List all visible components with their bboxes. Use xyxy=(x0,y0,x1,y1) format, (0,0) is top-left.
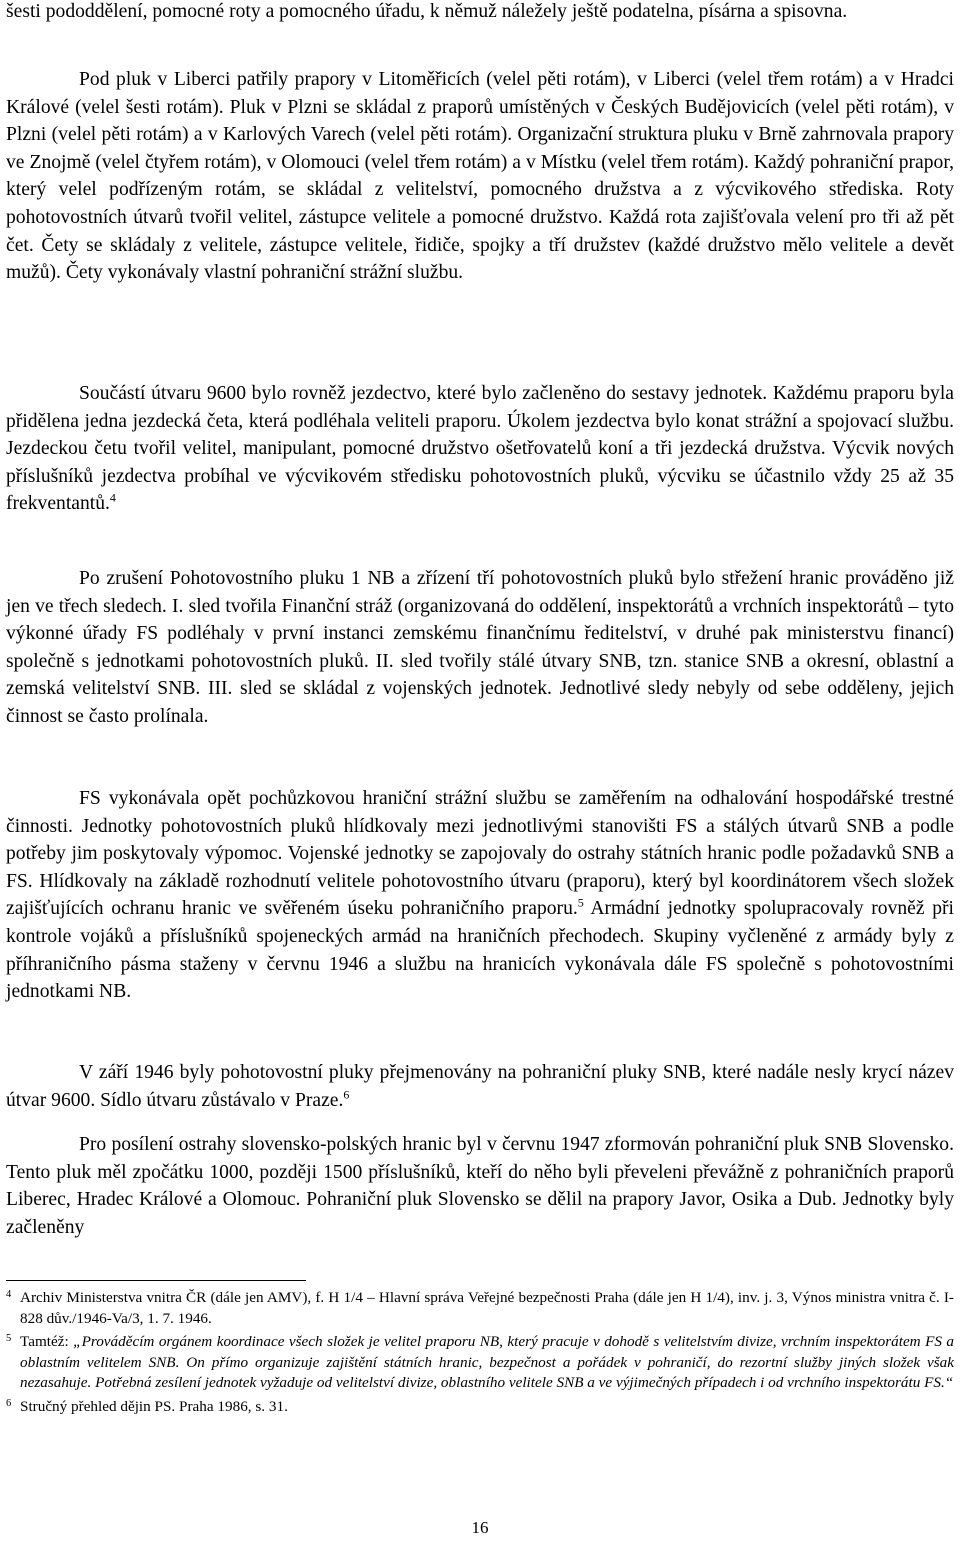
footnote-6-text: Stručný přehled dějin PS. Praha 1986, s. 31. xyxy=(20,1397,288,1415)
footnote-5 xyxy=(6,1332,954,1394)
paragraph-5-text-b: Armádní jednotky spolupracovaly rovněž při kontrole vojáků a příslušníků spojeneckých armád na hraničních přechodech. Skupiny vyčleněné z armády byly z příhraničního pásma staženy v červnu 1946 a službu na hranicích vykonávala dále FS společně s pohotovostními jednotkami NB. xyxy=(6,898,954,1003)
footnote-6 xyxy=(6,1397,954,1418)
paragraph-5 xyxy=(6,785,954,1006)
paragraph-4: Po zrušení Pohotovostního pluku 1 NB a zřízení tří pohotovostních pluků bylo střežení hranic prováděno již jen ve třech sledech. I. sled tvořila Finanční stráž (organizovaná do oddělení, inspektorátů a vrchních inspektorátů – tyto výkonné úřady FS podléhaly v první instanci zemskému finančnímu ředitelství, v druhé pak ministerstvu financí) společně s jednotkami pohotovostních pluků. II. sled tvořily stálé útvary SNB, tzn. stanice SNB a okresní, oblastní a zemská velitelství SNB. III. sled se skládal z vojenských jednotek. Jednotlivé sledy nebyly od sebe odděleny, jejich činnost se často prolínala. xyxy=(6,568,954,727)
paragraph-3-text: Součástí útvaru 9600 bylo rovněž jezdectvo, které bylo začleněno do sestavy jednotek. Každému praporu byla přidělena jedna jezdecká četa, která podléhala veliteli praporu. Úkolem jezdectva bylo konat strážní a spojovací službu. Jezdeckou četu tvořil velitel, manipulant, pomocné družstvo ošetřovatelů koní a tři jezdecká družstva. Výcvik nových příslušníků jezdectva probíhal ve výcvikovém středisku pohotovostních pluků, výcviku se účastnilo vždy 25 až 35 frekventantů. xyxy=(6,383,954,515)
footnotes-section xyxy=(6,1288,954,1420)
paragraph-6 xyxy=(6,1059,954,1114)
footnote-4-number: 4 xyxy=(6,1289,12,1300)
paragraph-5-text-a: FS vykonávala opět pochůzkovou hraniční strážní službu se zaměřením na odhalování hospodářské trestné činnosti. Jednotky pohotovostních pluků hlídkovaly mezi jednotlivými stanovišti FS a stálých útvarů SNB a podle potřeby jim poskytovaly výpomoc. Vojenské jednotky se zapojovaly do ostrahy státních hranic podle požadavků SNB a FS. Hlídkovaly na základě rozhodnutí velitele pohotovostního útvaru (praporu), který byl koordinátorem všech složek zajišťujících ochranu hranic ve svěřeném úseku pohraničního praporu. xyxy=(6,788,954,920)
paragraph-1: šesti pododdělení, pomocné roty a pomocného úřadu, k němuž náležely ještě podatelna, písárna a spisovna. xyxy=(6,1,848,22)
footnote-5-lead: Tamtéž: xyxy=(20,1333,74,1350)
footnote-divider xyxy=(6,1280,306,1281)
paragraph-2: Pod pluk v Liberci patřily prapory v Litoměřicích (velel pěti rotám), v Liberci (velel třem rotám) a v Hradci Králové (velel šesti rotám). Pluk v Plzni se skládal z praporů umístěných v Českých Budějovicích (velel pěti rotám), v Plzni (velel pěti rotám) a v Karlových Varech (velel pěti rotám). Organizační struktura pluku v Brně zahrnovala prapory ve Znojmě (velel čtyřem rotám), v Olomouci (velel třem rotám) a v Místku (velel třem rotám). Každý pohraniční prapor, který velel podřízeným rotám, se skládal z velitelství, pomocného družstva a z výcvikového střediska. Roty pohotovostních útvarů tvořil velitel, zástupce velitele a pomocné družstvo. Každá rota zajišťovala velení pro tři až pět čet. Čety se skládaly z velitele, zástupce velitele, řidiče, spojky a tří družstev (každé družstvo mělo velitele a devět mužů). Čety vykonávaly vlastní pohraniční strážní službu. xyxy=(6,69,954,284)
page-number: 16 xyxy=(471,1518,489,1537)
footnote-5-number: 5 xyxy=(6,1333,12,1344)
footnote-ref-4[interactable]: 4 xyxy=(109,490,116,505)
footnote-6-number: 6 xyxy=(6,1397,12,1409)
paragraph-6-text: V září 1946 byly pohotovostní pluky přejmenovány na pohraniční pluky SNB, které nadále nesly krycí název útvar 9600. Sídlo útvaru zůstávalo v Praze. xyxy=(6,1062,954,1111)
footnote-4 xyxy=(6,1288,954,1329)
paragraph-3 xyxy=(6,380,954,518)
footnote-ref-5[interactable]: 5 xyxy=(577,895,584,910)
paragraph-7: Pro posílení ostrahy slovensko-polských hranic byl v červnu 1947 zformován pohraniční pluk SNB Slovensko. Tento pluk měl zpočátku 1000, později 1500 příslušníků, kteří do něho byli převeleni převážně z pohraničních praporů Liberec, Hradec Králové a Olomouc. Pohraniční pluk Slovensko se dělil na prapory Javor, Osika a Dub. Jednotky byly začleněny xyxy=(6,1134,954,1238)
footnote-4-text: Archiv Ministerstva vnitra ČR (dále jen AMV), f. H 1/4 – Hlavní správa Veřejné bezpečnosti Praha (dále jen H 1/4), inv. j. 3, Výnos ministra vnitra č. I-828 dův./1946-Va/3, 1. 7. 1946. xyxy=(20,1289,954,1327)
footnote-5-quote: „Prováděcím orgánem koordinace všech složek je velitel praporu NB, který pracuje v dohodě s velitelstvím divize, vrchním inspektorátem FS a oblastním velitelem SNB. On přímo organizuje zajištění státních hranic, bezpečnost a pořádek v pohraničí, do rezortní služby jiných složek však nezasahuje. Potřebná zesílení jednotek vyžaduje od velitelství divize, oblastního velitele SNB a ve výjimečných případech i od vrchního inspektorátu FS.“ xyxy=(20,1333,954,1391)
footnote-ref-6[interactable]: 6 xyxy=(343,1087,350,1102)
